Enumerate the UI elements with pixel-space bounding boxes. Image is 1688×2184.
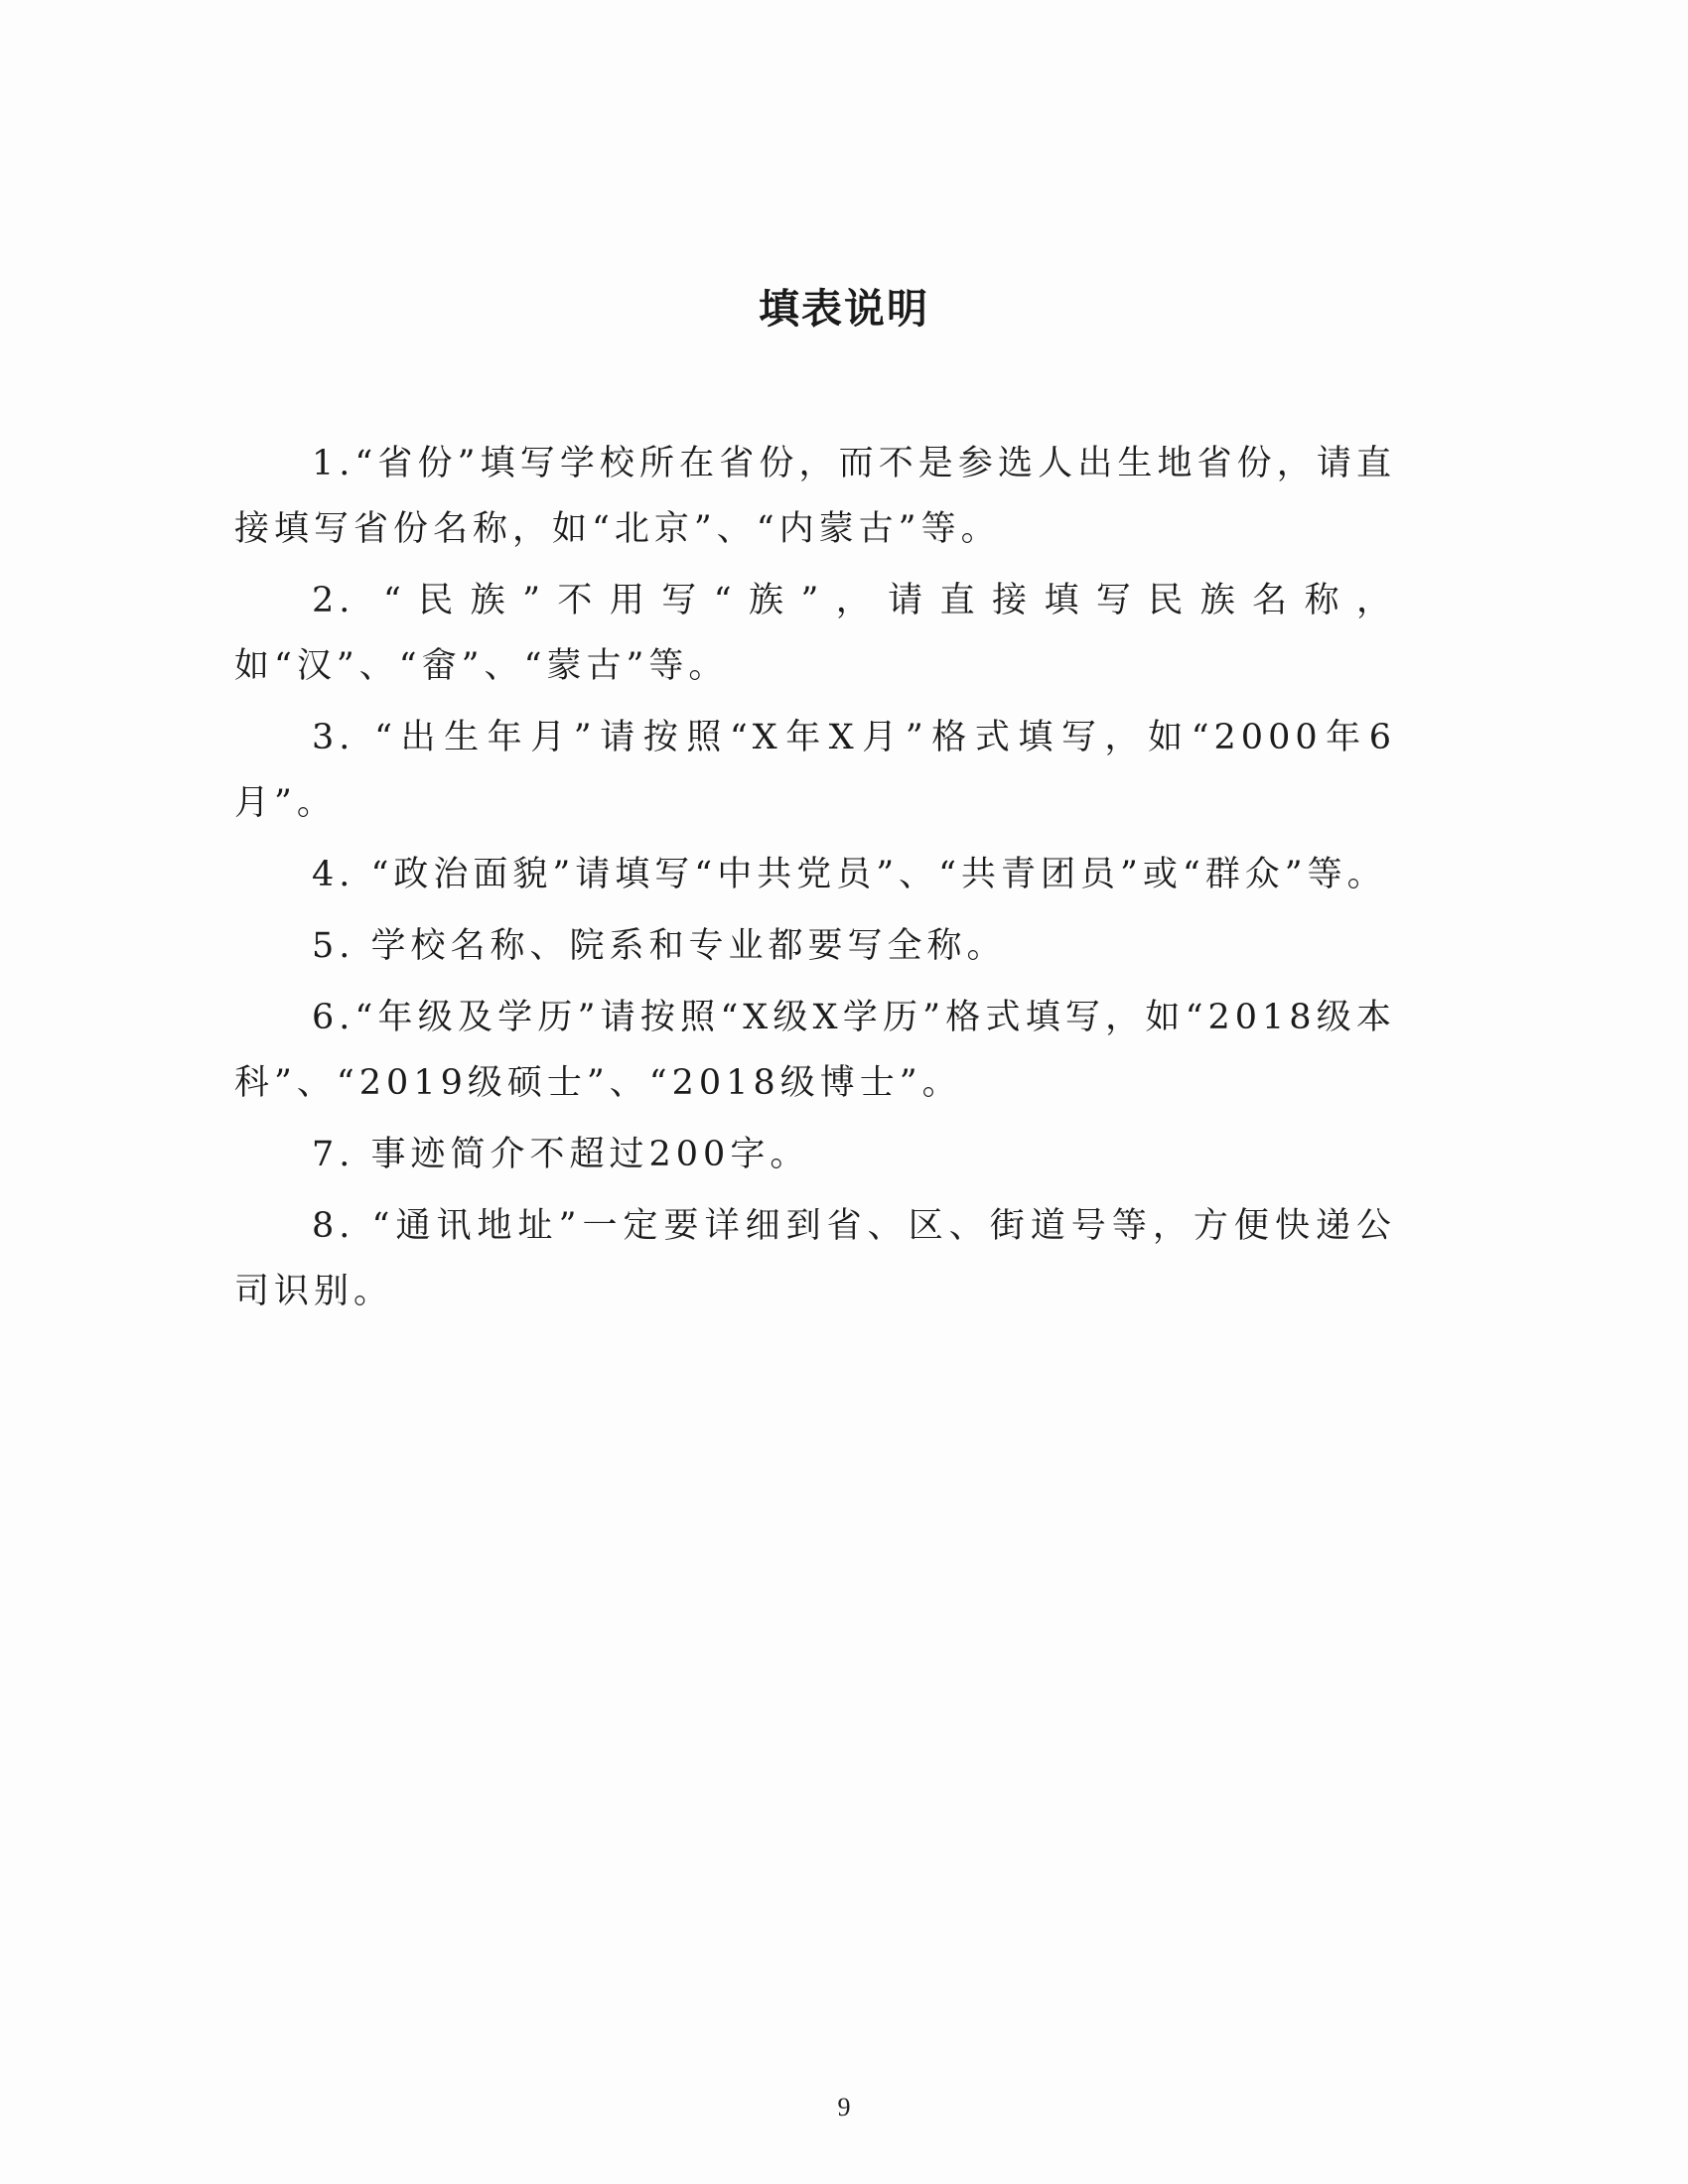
instruction-item: 6.“年级及学历”请按照“X级X学历”格式填写，如“2018级本科”、“2019级硕士”、“2018级博士”。 [234, 998, 1396, 1103]
instruction-item: 5. 学校名称、院系和专业都要写全称。 [312, 926, 1007, 966]
instruction-item: 1.“省份”填写学校所在省份，而不是参选人出生地省份，请直接填写省份名称，如“北京”、“内蒙古”等。 [234, 444, 1396, 549]
instructions-list [234, 431, 1396, 1330]
instruction-item: 2. “民族”不用写“族”，请直接填写民族名称，如“汉”、“畲”、“蒙古”等。 [234, 581, 1396, 686]
instruction-item: 4. “政治面貌”请填写“中共党员”、“共青团员”或“群众”等。 [312, 855, 1387, 894]
instruction-item: 8. “通讯地址”一定要详细到省、区、街道号等，方便快递公司识别。 [234, 1206, 1396, 1311]
instruction-item: 3. “出生年月”请按照“X年X月”格式填写，如“2000年6月”。 [234, 718, 1396, 823]
page-title: 填表说明 [759, 285, 929, 333]
instruction-item: 7. 事迹简介不超过200字。 [312, 1135, 810, 1174]
page-number: 9 [837, 2093, 851, 2121]
